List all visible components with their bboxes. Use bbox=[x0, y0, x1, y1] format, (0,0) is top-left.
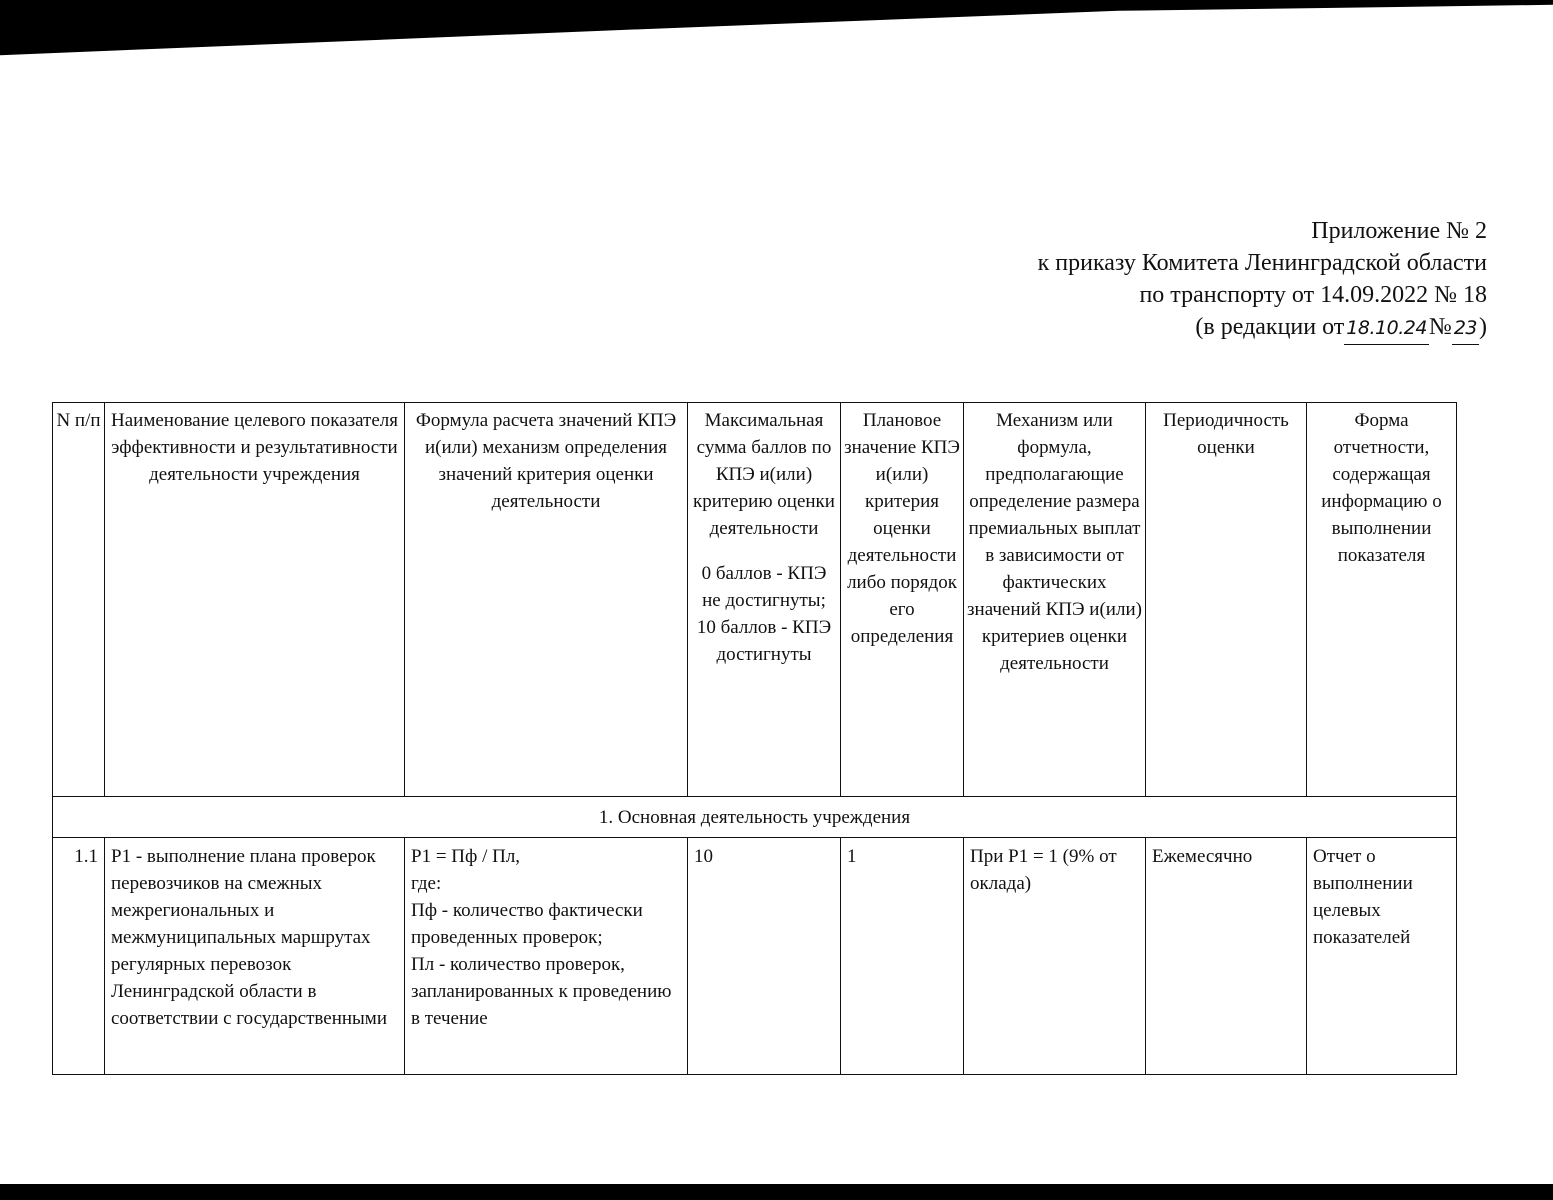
revision-line bbox=[1038, 311, 1487, 345]
order-date-number: по транспорту от 14.09.2022 № 18 bbox=[1139, 282, 1487, 308]
col-header-formula: Формула расчета значений КПЭ и(или) механизм определения значений критерия оценки деятельности bbox=[405, 403, 688, 797]
col-header-max-score bbox=[688, 403, 841, 797]
row-max-score: 10 bbox=[688, 838, 841, 1075]
max-score-note-zero: 0 баллов - КПЭ не достигнуты; bbox=[701, 563, 827, 611]
formula-planned-def: Пл - количество проверок, запланированных к проведению в течение bbox=[411, 954, 672, 1029]
col-header-number: N п/п bbox=[53, 403, 105, 797]
revision-number-sign: № bbox=[1428, 314, 1452, 340]
col-header-periodicity: Периодичность оценки bbox=[1146, 403, 1307, 797]
col-header-report-form: Форма отчетности, содержащая информацию о выполнении показателя bbox=[1307, 403, 1457, 797]
row-formula bbox=[405, 838, 688, 1075]
row-number: 1.1 bbox=[53, 838, 105, 1075]
table-header-row bbox=[53, 403, 1457, 797]
formula-expression: Р1 = Пф / Пл, bbox=[411, 846, 521, 867]
formula-actual-def: Пф - количество фактически проведенных проверок; bbox=[411, 900, 643, 948]
row-indicator-name: Р1 - выполнение плана проверок перевозчиков на смежных межрегиональных и межмуниципальных маршрутах регулярных перевозок Ленинградской области в соответствии с государственными bbox=[105, 838, 405, 1075]
section-row bbox=[53, 797, 1457, 838]
row-report-form: Отчет о выполнении целевых показателей bbox=[1307, 838, 1457, 1075]
col-header-plan-value: Плановое значение КПЭ и(или) критерия оценки деятельности либо порядок его определения bbox=[841, 403, 964, 797]
table-row bbox=[53, 838, 1457, 1075]
col-header-indicator-name: Наименование целевого показателя эффективности и результативности деятельности учреждения bbox=[105, 403, 405, 797]
section-title: 1. Основная деятельность учреждения bbox=[53, 797, 1457, 838]
revision-prefix: (в редакции от bbox=[1195, 314, 1345, 340]
formula-where: где: bbox=[411, 873, 442, 894]
col-header-mechanism: Механизм или формула, предполагающие определение размера премиальных выплат в зависимости от фактических значений КПЭ и(или) критериев оценки деятельности bbox=[964, 403, 1146, 797]
max-score-heading: Максимальная сумма баллов по КПЭ и(или) критерию оценки деятельности bbox=[693, 410, 835, 539]
row-plan-value: 1 bbox=[841, 838, 964, 1075]
scan-edge-top bbox=[0, 0, 1553, 60]
row-mechanism: При Р1 = 1 (9% от оклада) bbox=[964, 838, 1146, 1075]
handwritten-revision-date: 18.10.24 bbox=[1344, 312, 1429, 345]
row-periodicity: Ежемесячно bbox=[1146, 838, 1307, 1075]
scan-edge-bottom bbox=[0, 1184, 1553, 1200]
handwritten-revision-number: 23 bbox=[1452, 312, 1479, 345]
revision-suffix: ) bbox=[1479, 314, 1487, 340]
kpi-table bbox=[52, 402, 1457, 1075]
max-score-note-ten: 10 баллов - КПЭ достигнуты bbox=[696, 617, 832, 665]
document-header bbox=[1038, 215, 1487, 345]
order-reference: к приказу Комитета Ленинградской области bbox=[1037, 250, 1487, 276]
appendix-title: Приложение № 2 bbox=[1311, 218, 1487, 244]
